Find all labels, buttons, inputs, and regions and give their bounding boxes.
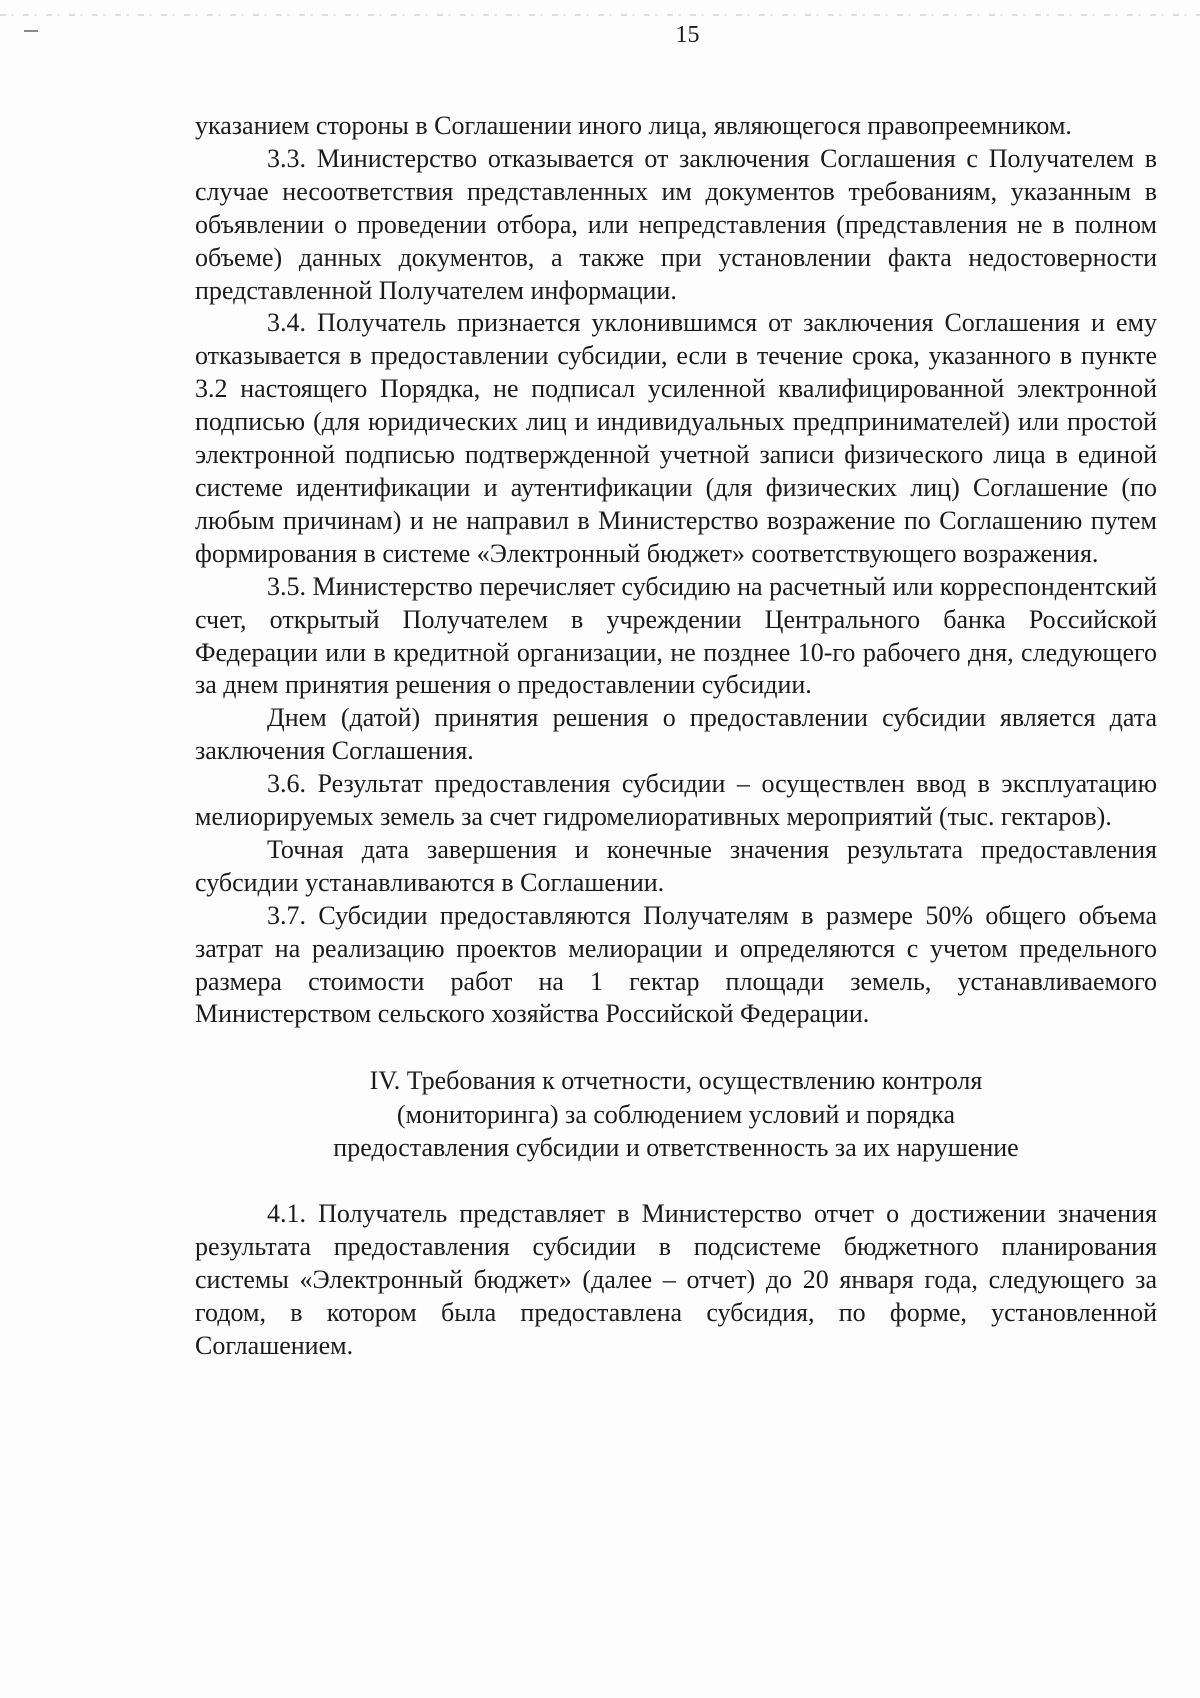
paragraph-completion-date: Точная дата завершения и конечные значения результата предоставления субсидии устанавливаются в Соглашении. [195,834,1157,897]
paragraph-3-6: 3.6. Результат предоставления субсидии – осуществлен ввод в эксплуатацию мелиорируемых земель за счет гидромелиоративных мероприятий (тыс. гектаров). [195,769,1157,832]
section-heading-line-1: IV. Требования к отчетности, осуществлению контроля [369,1066,983,1096]
paragraph-3-5: 3.5. Министерство перечисляет субсидию на расчетный или корреспондентский счет, открытый Получателем в учреждении Центрального банка Российской Федерации или в кредитной организации, не позднее 10-го рабочего дня, следующего за днем принятия решения о предоставлении субсидии. [195,571,1157,700]
page-number: 15 [675,22,700,48]
section-heading-line-3: предоставления субсидии и ответственность за их нарушение [333,1133,1019,1163]
paragraph-4-1: 4.1. Получатель представляет в Министерство отчет о достижении значения результата предоставления субсидии в подсистеме бюджетного планирования системы «Электронный бюджет» (далее – отчет) до 20 января года, следующего за годом, в котором была предоставлена субсидия, по форме, установленной Соглашением. [195,1198,1157,1360]
paragraph-3-3: 3.3. Министерство отказывается от заключения Соглашения с Получателем в случае несоответствия представленных им документов требованиям, указанным в объявлении о проведении отбора, или непредставления (представления не в полном объеме) данных документов, а также при установлении факта недостоверности представленной Получателем информации. [195,143,1157,305]
scan-artifact-line [0,14,1200,16]
section-heading-line-2: (мониторинга) за соблюдением условий и порядка [396,1099,956,1129]
paragraph-3-7: 3.7. Субсидии предоставляются Получателям в размере 50% общего объема затрат на реализацию проектов мелиорации и определяются с учетом предельного размера стоимости работ на 1 гектар площади земель, устанавливаемого Министерством сельского хозяйства Российской Федерации. [195,900,1157,1029]
paragraph-decision-date: Днем (датой) принятия решения о предоставлении субсидии является дата заключения Соглашения. [195,703,1157,766]
document-body [195,110,1157,1362]
section-heading [195,1064,1157,1165]
paragraph-3-4: 3.4. Получатель признается уклонившимся от заключения Соглашения и ему отказывается в предоставлении субсидии, если в течение срока, указанного в пункте 3.2 настоящего Порядка, не подписал усиленной квалифицированной электронной подписью (для юридических лиц и индивидуальных предпринимателей) или простой электронной подписью подтвержденной учетной записи физического лица в единой системе идентификации и аутентификации (для физических лиц) Соглашение (по любым причинам) и не направил в Министерство возражение по Соглашению путем формирования в системе «Электронный бюджет» соответствующего возражения. [195,308,1157,568]
paragraph-continuation: указанием стороны в Соглашении иного лица, являющегося правопреемником. [195,111,1072,140]
